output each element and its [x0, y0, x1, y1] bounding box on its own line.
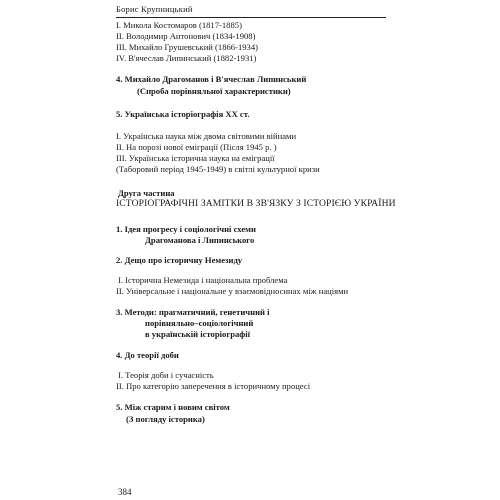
section-subheading: (З погляду історика) [126, 414, 205, 424]
list-item: I. Теорія доби і сучасність [118, 370, 214, 380]
list-item: II. Універсальне і національне у взаємовідносинах між націями [116, 286, 349, 296]
page-number: 384 [118, 487, 132, 497]
list-item: I. Українська наука між двома світовими війнами [116, 131, 297, 141]
running-head: Борис Крупницький [116, 4, 193, 14]
section-heading: 2. Дещо про історичну Немезиду [116, 255, 243, 265]
section-subheading: порівняльно–соціологічний [145, 318, 254, 328]
list-item: I. Історична Немезида і національна проблема [118, 275, 288, 285]
list-item: IV. В'ячеслав Липинський (1882-1931) [116, 53, 257, 63]
part-label: Друга частина [118, 188, 175, 198]
part-title: ІСТОРІОГРАФІЧНІ ЗАМІТКИ В ЗВ'ЯЗКУ З ІСТОРІЄЮ УКРАЇНИ [116, 198, 396, 209]
list-item: II. Про категорію заперечення в історичному процесі [116, 381, 311, 391]
list-item: II. Володимир Антонович (1834-1908) [116, 31, 256, 41]
section-heading: 5. Між старим і новим світом [116, 402, 230, 412]
section-heading: 5. Українська історіографія XX ст. [116, 109, 250, 119]
section-subheading: Драгоманова і Липинського [145, 235, 255, 245]
section-heading: 3. Методи: прагматичний, генетичний і [116, 307, 270, 317]
section-heading: 4. До теорії доби [116, 350, 179, 360]
section-heading: 1. Ідея прогресу і соціологічні схеми [116, 224, 256, 234]
header-rule [116, 17, 386, 18]
section-subheading: (Спроба порівняльної характеристики) [137, 86, 291, 96]
list-item: I. Микола Костомаров (1817-1885) [116, 20, 242, 30]
list-item: II. На порозі нової еміграції (Після 1945 р. ) [116, 142, 277, 152]
section-heading: 4. Михайло Драгоманов і В'ячеслав Липинський [116, 74, 307, 84]
section-subheading: в українській історіографії [145, 329, 251, 339]
list-item: III. Українська історична наука на еміграції [116, 153, 275, 163]
list-item: III. Михайло Грушевський (1866-1934) [116, 42, 259, 52]
list-item: (Таборовий період 1945-1949) в світлі культурної кризи [116, 164, 320, 174]
